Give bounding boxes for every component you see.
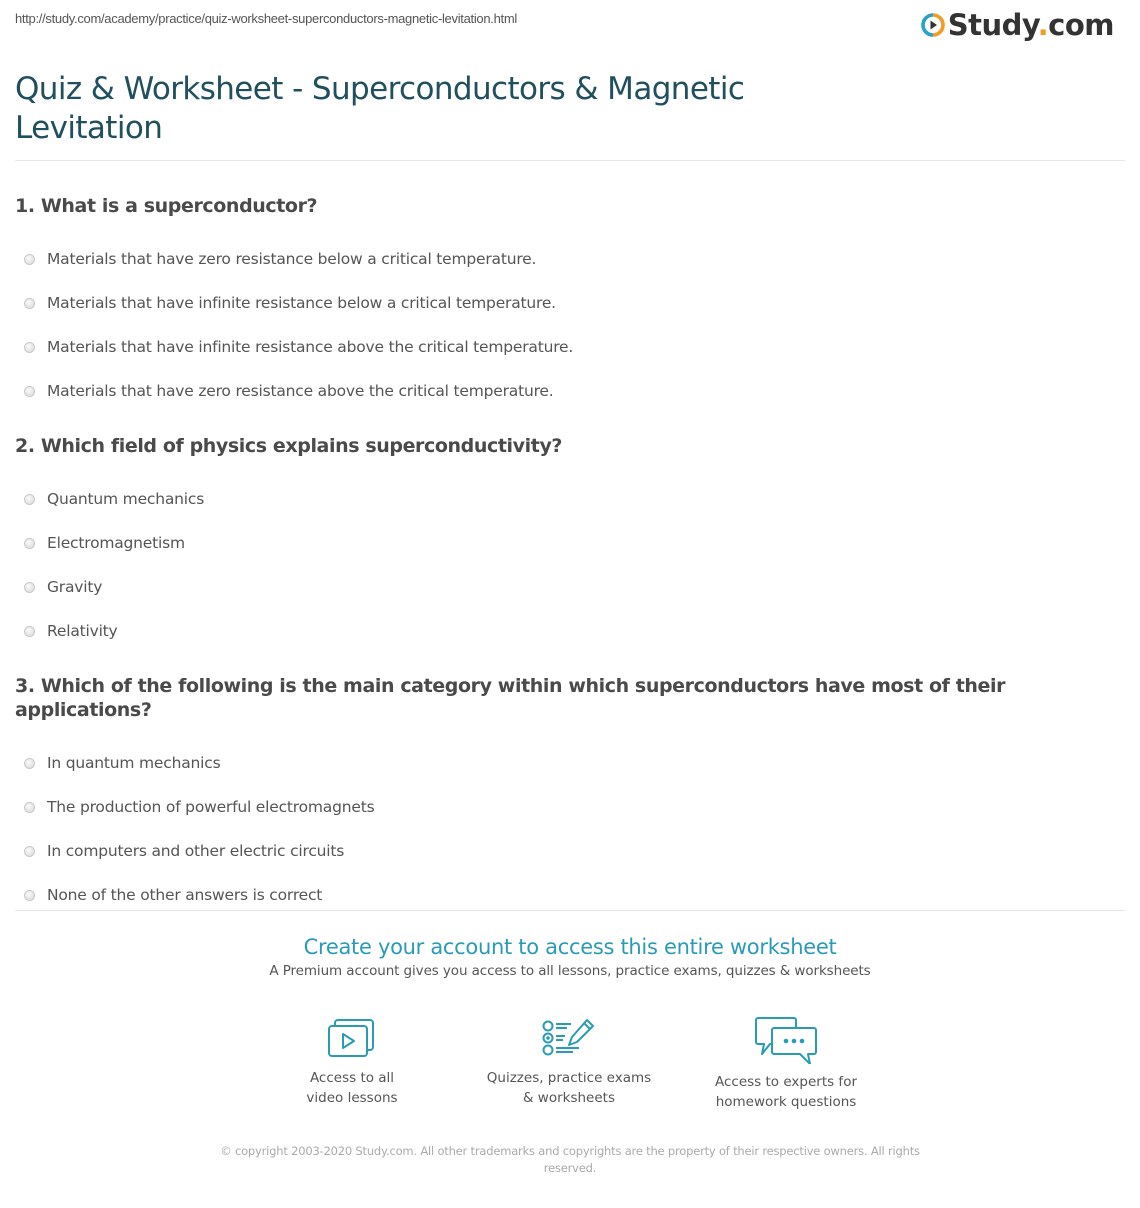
logo-text: Study.com	[947, 8, 1114, 42]
answer-option[interactable]: Materials that have infinite resistance below a critical temperature.	[15, 281, 1125, 325]
radio-button[interactable]	[24, 386, 35, 397]
question-3	[15, 674, 1125, 917]
page-title: Quiz & Worksheet - Superconductors & Magnetic Levitation	[15, 71, 745, 146]
radio-button[interactable]	[24, 802, 35, 813]
question-text: 1. What is a superconductor?	[15, 195, 318, 217]
radio-button[interactable]	[24, 494, 35, 505]
title-divider	[15, 160, 1125, 161]
answer-option[interactable]: Gravity	[15, 565, 1125, 609]
radio-button[interactable]	[24, 298, 35, 309]
question-2	[15, 434, 1125, 653]
quiz-checklist-icon	[541, 1016, 597, 1060]
question-text: 3. Which of the following is the main category within which superconductors have most of their applications?	[15, 675, 1006, 721]
answer-option[interactable]: In computers and other electric circuits	[15, 829, 1125, 873]
radio-button[interactable]	[24, 582, 35, 593]
answer-list	[15, 741, 1125, 917]
answer-option[interactable]: The production of powerful electromagnets	[15, 785, 1125, 829]
question-text: 2. Which field of physics explains superconductivity?	[15, 435, 563, 457]
study-com-logo[interactable]	[921, 8, 1114, 42]
radio-button[interactable]	[24, 538, 35, 549]
copyright-notice: © copyright 2003-2020 Study.com. All other trademarks and copyrights are the property of their respective owners. All rights reserved.	[220, 1144, 920, 1175]
answer-option[interactable]: Materials that have zero resistance below a critical temperature.	[15, 237, 1125, 281]
radio-button[interactable]	[24, 342, 35, 353]
answer-option[interactable]: Electromagnetism	[15, 521, 1125, 565]
feature-label: Quizzes, practice exams & worksheets	[486, 1070, 652, 1106]
feature-experts	[686, 1016, 886, 1112]
chat-bubbles-icon	[754, 1016, 818, 1064]
feature-label: Access to experts for homework questions	[714, 1074, 857, 1110]
radio-button[interactable]	[24, 254, 35, 265]
answer-list	[15, 237, 1125, 413]
page-url: http://study.com/academy/practice/quiz-worksheet-superconductors-magnetic-levitation.html	[15, 11, 517, 26]
radio-button[interactable]	[24, 626, 35, 637]
feature-label: Access to all video lessons	[306, 1070, 398, 1106]
radio-button[interactable]	[24, 890, 35, 901]
play-circle-logo-icon	[921, 13, 945, 37]
content-divider	[15, 910, 1125, 911]
feature-video-lessons	[252, 1016, 452, 1108]
feature-quizzes	[469, 1016, 669, 1108]
radio-button[interactable]	[24, 758, 35, 769]
answer-option[interactable]: None of the other answers is correct	[15, 873, 1125, 917]
answer-option[interactable]: Materials that have infinite resistance above the critical temperature.	[15, 325, 1125, 369]
radio-button[interactable]	[24, 846, 35, 857]
answer-option[interactable]: Materials that have zero resistance above the critical temperature.	[15, 369, 1125, 413]
answer-option[interactable]: Relativity	[15, 609, 1125, 653]
signup-cta	[0, 933, 1140, 979]
video-lessons-icon	[326, 1016, 378, 1060]
answer-list	[15, 477, 1125, 653]
answer-option[interactable]: Quantum mechanics	[15, 477, 1125, 521]
create-account-link[interactable]: Create your account to access this entire worksheet	[303, 935, 837, 959]
question-1	[15, 194, 1125, 413]
cta-subtitle: A Premium account gives you access to all lessons, practice exams, quizzes & worksheets	[269, 963, 871, 979]
answer-option[interactable]: In quantum mechanics	[15, 741, 1125, 785]
